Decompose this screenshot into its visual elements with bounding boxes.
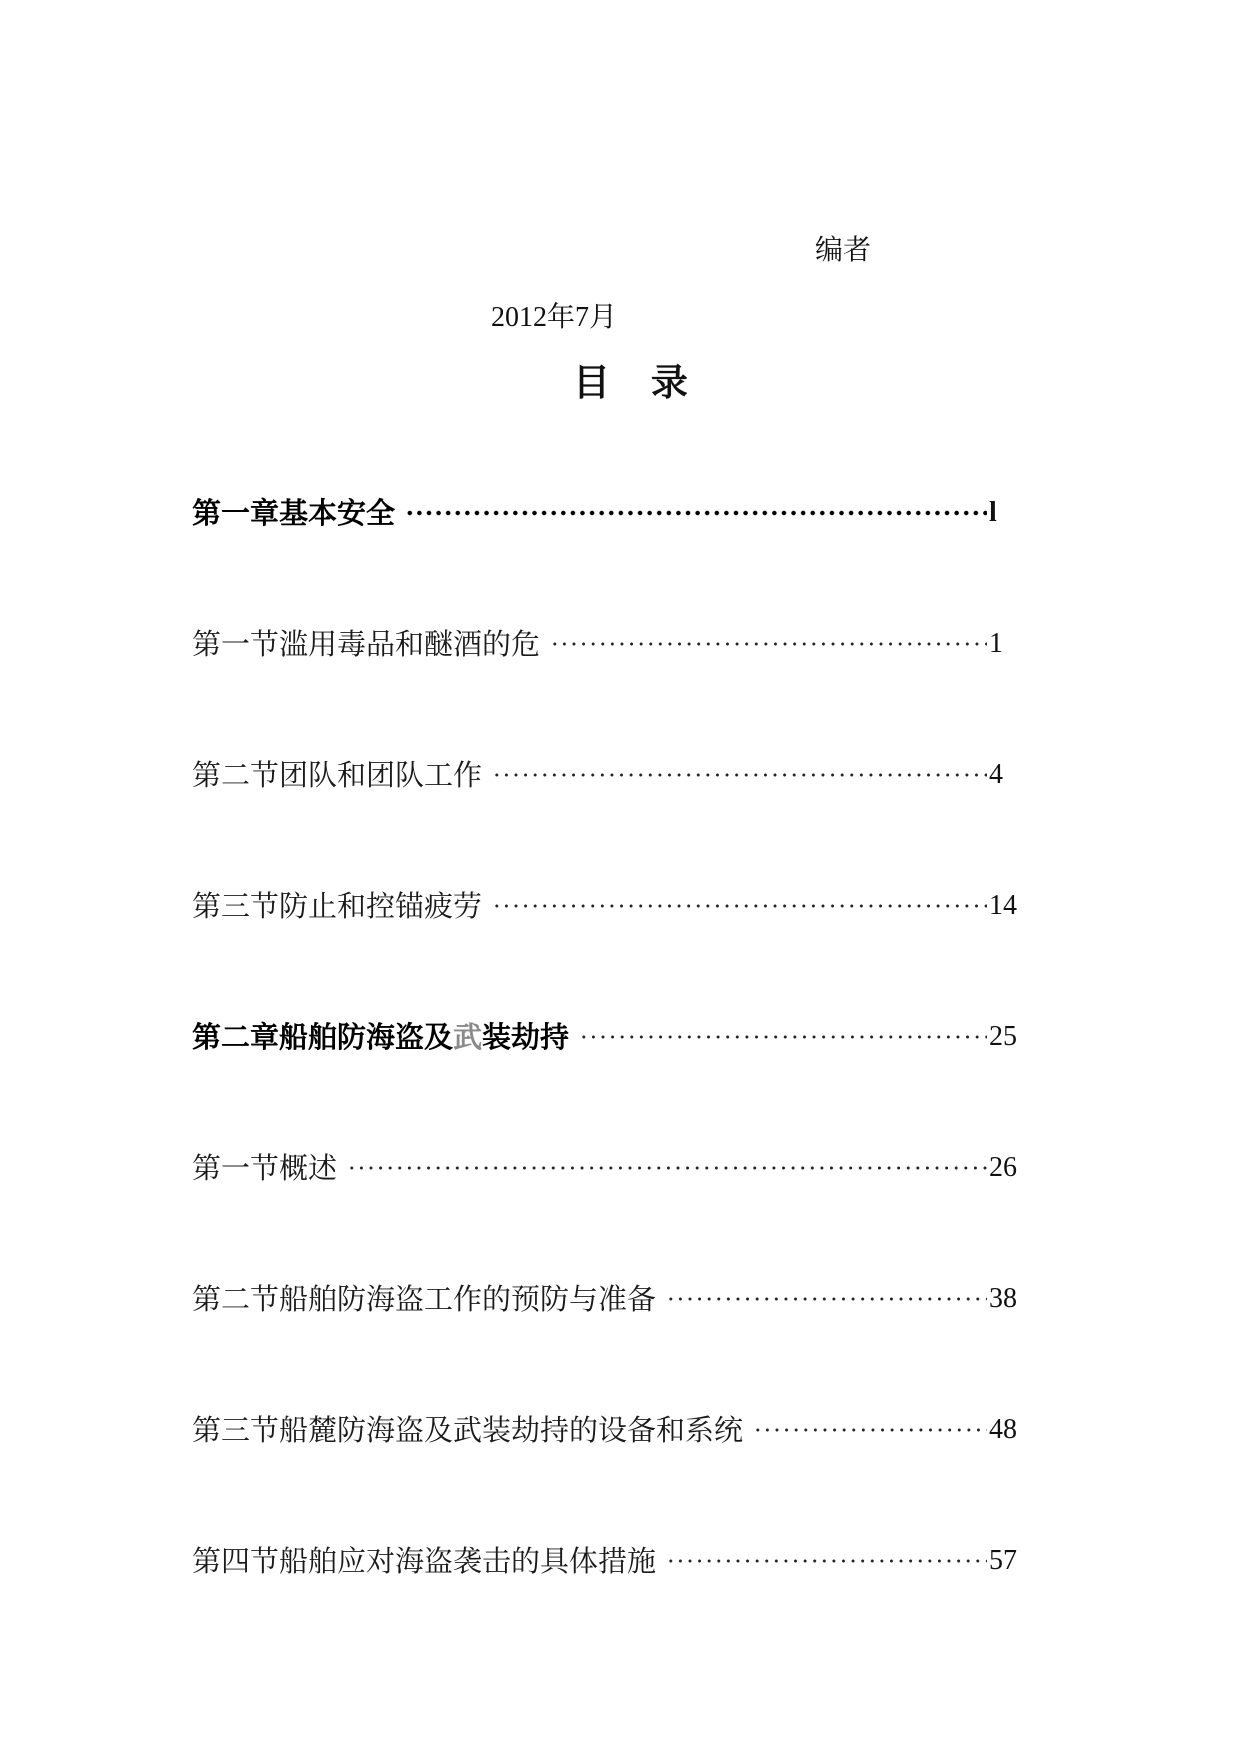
toc-entry-chapter-2[interactable] [192,1020,1052,1054]
toc-entry-page: 48 [989,1414,1017,1445]
toc-entry-leader-box [192,758,987,792]
toc-entry-label: 第一章基本安全 [192,496,396,530]
leader-dots [405,496,987,530]
toc-entry-leader-box [192,1413,987,1447]
leader-dots [666,1282,987,1316]
toc-entry-chapter-1[interactable] [192,496,1052,530]
toc-entry-label-part: 第二章船舶防海盗及 [192,1020,454,1054]
toc-entry-page: 1 [989,628,1003,659]
toc-entry-leader-box [192,1020,987,1054]
toc-entry-section[interactable] [192,1282,1052,1316]
publication-date: 2012年7月 [491,302,618,333]
toc-entry-label-part-faded: 武 [453,1020,483,1054]
toc-entry-section[interactable] [192,1544,1052,1578]
leader-dots [579,1020,987,1054]
toc-entry-label: 第二节团队和团队工作 [192,758,483,792]
toc-entry-section[interactable] [192,627,1052,661]
toc-entry-section[interactable] [192,758,1052,792]
leader-dots [492,889,987,923]
toc-entry-label [192,1020,569,1054]
toc-entry-page: 25 [989,1021,1017,1052]
toc-entry-leader-box [192,496,987,530]
toc-entry-section[interactable] [192,1151,1052,1185]
table-of-contents [192,496,1052,1675]
toc-entry-leader-box [192,1544,987,1578]
toc-entry-page: 26 [989,1152,1017,1183]
toc-entry-page: 14 [989,890,1017,921]
toc-entry-label: 第二节船舶防海盗工作的预防与准备 [192,1282,657,1316]
toc-entry-label: 第三节船麓防海盗及武装劫持的设备和系统 [192,1413,744,1447]
toc-entry-page: l [989,497,997,528]
toc-entry-section[interactable] [192,889,1052,923]
toc-entry-leader-box [192,1282,987,1316]
leader-dots [347,1151,987,1185]
editor-label: 编者 [815,233,872,266]
leader-dots [666,1544,987,1578]
toc-entry-label: 第一节概述 [192,1151,338,1185]
toc-entry-label: 第一节滥用毒品和醚酒的危 [192,627,541,661]
leader-dots [753,1413,987,1447]
toc-entry-page: 38 [989,1283,1017,1314]
toc-entry-section[interactable] [192,1413,1052,1447]
toc-entry-page: 4 [989,759,1003,790]
toc-entry-label-part: 装劫持 [482,1020,570,1054]
toc-entry-page: 57 [989,1545,1017,1576]
toc-entry-label: 第四节船舶应对海盗袭击的具体措施 [192,1544,657,1578]
leader-dots [492,758,987,792]
leader-dots [550,627,987,661]
toc-entry-leader-box [192,889,987,923]
toc-entry-leader-box [192,627,987,661]
toc-title: 目 录 [573,360,688,404]
toc-entry-leader-box [192,1151,987,1185]
toc-entry-label: 第三节防止和控锚疲劳 [192,889,483,923]
